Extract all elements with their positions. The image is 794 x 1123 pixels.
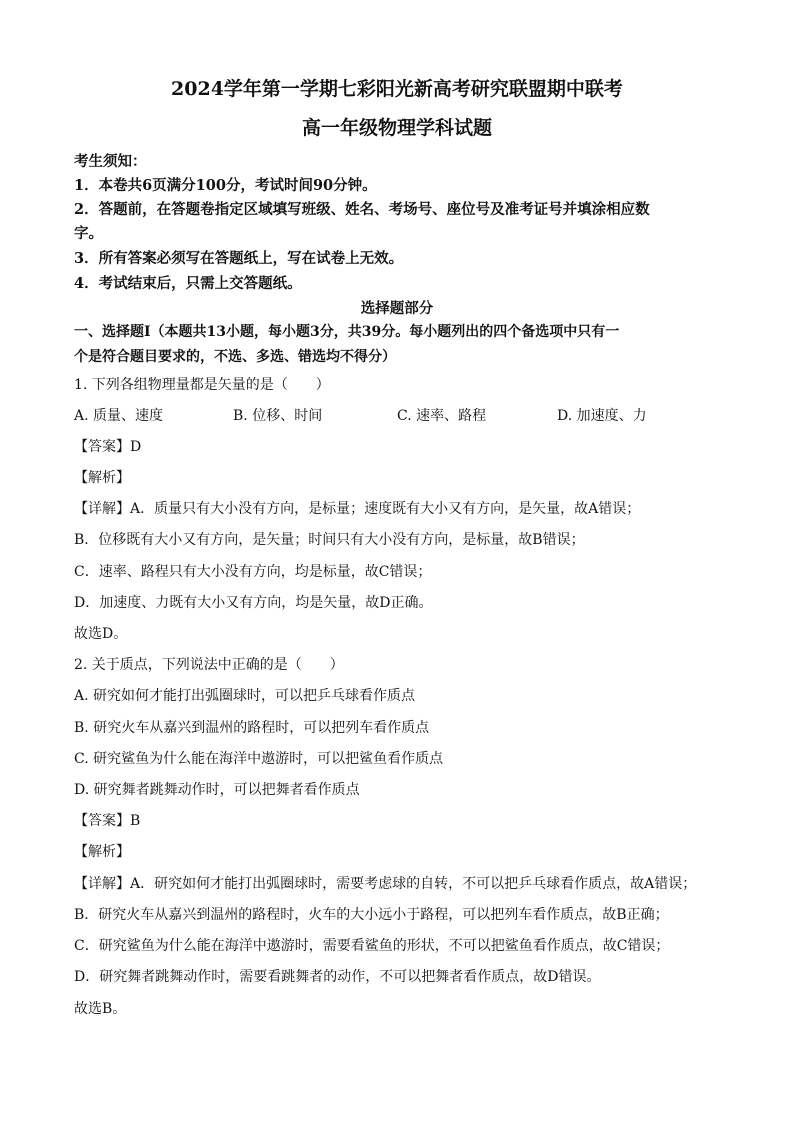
exam-title: 2024学年第一学期七彩阳光新高考研究联盟期中联考 (171, 78, 623, 100)
q1-detail-b: B．位移既有大小又有方向，是矢量；时间只有大小没有方向，是标量，故B错误； (74, 532, 585, 548)
notice-item-2: 2．答题前，在答题卷指定区域填写班级、姓名、考场号、座位号及准考证号并填涂相应数 (74, 201, 650, 218)
q2-option-c: C. 研究鲨鱼为什么能在海洋中遨游时，可以把鲨鱼看作质点 (74, 751, 444, 767)
q2-answer (74, 810, 140, 830)
q1-option-d: D. 加速度、力 (557, 408, 647, 424)
q2-detail-a: 【详解】A．研究如何才能打出弧圈球时，需要考虑球的自转，不可以把乒乓球看作质点，故A错误； (74, 876, 697, 892)
q1-option-c: C. 速率、路程 (397, 408, 487, 424)
section-intro-line-2: 个是符合题目要求的，不选、多选、错选均不得分） (74, 349, 396, 365)
q2-detail-c: C．研究鲨鱼为什么能在海洋中遨游时，需要看鲨鱼的形状，不可以把鲨鱼看作质点，故C错误； (74, 938, 670, 954)
q2-analysis-label: 【解析】 (74, 844, 130, 860)
exam-subtitle: 高一年级物理学科试题 (301, 117, 492, 139)
q1-option-b: B. 位移、时间 (233, 408, 323, 424)
q1-detail-c: C．速率、路程只有大小没有方向，均是标量，故C错误； (74, 564, 432, 580)
q2-conclusion: 故选B。 (74, 1001, 127, 1017)
q2-option-a: A. 研究如何才能打出弧圈球时，可以把乒乓球看作质点 (74, 688, 416, 704)
section-intro-line-1: 一、选择题Ⅰ（本题共13小题，每小题3分，共39分。每小题列出的四个备选项中只有一 (74, 324, 620, 340)
q1-answer-value: D (130, 439, 142, 455)
q2-answer-label: 【答案】 (74, 813, 130, 829)
q1-stem: 1. 下列各组物理量都是矢量的是（ ） (74, 377, 330, 393)
notice-item-3: 3．所有答案必须写在答题纸上，写在试卷上无效。 (74, 250, 404, 267)
part-title: 选择题部分 (360, 300, 434, 317)
q1-option-a: A. 质量、速度 (74, 408, 164, 424)
q1-detail-d: D．加速度、力既有大小又有方向，均是矢量，故D正确。 (74, 595, 433, 611)
notice-item-4: 4．考试结束后，只需上交答题纸。 (74, 275, 302, 292)
notice-item-1: 1．本卷共6页满分100分，考试时间90分钟。 (74, 177, 377, 194)
notice-item-2-cont: 字。 (74, 225, 103, 242)
q2-option-b: B. 研究火车从嘉兴到温州的路程时，可以把列车看作质点 (74, 720, 430, 736)
q1-conclusion: 故选D。 (74, 626, 128, 642)
q2-stem: 2. 关于质点，下列说法中正确的是（ ） (74, 657, 344, 673)
q2-option-d: D. 研究舞者跳舞动作时，可以把舞者看作质点 (74, 782, 360, 798)
q1-answer-label: 【答案】 (74, 439, 130, 455)
q1-answer (74, 436, 141, 456)
q2-answer-value: B (130, 813, 141, 829)
notice-heading: 考生须知： (74, 153, 147, 170)
q1-detail-a: 【详解】A．质量只有大小没有方向，是标量；速度既有大小又有方向，是矢量，故A错误； (74, 501, 641, 517)
q2-detail-d: D．研究舞者跳舞动作时，需要看跳舞者的动作，不可以把舞者看作质点，故D错误。 (74, 969, 601, 985)
q2-detail-b: B．研究火车从嘉兴到温州的路程时，火车的大小远小于路程，可以把列车看作质点，故B正确； (74, 907, 669, 923)
q1-analysis-label: 【解析】 (74, 470, 130, 486)
